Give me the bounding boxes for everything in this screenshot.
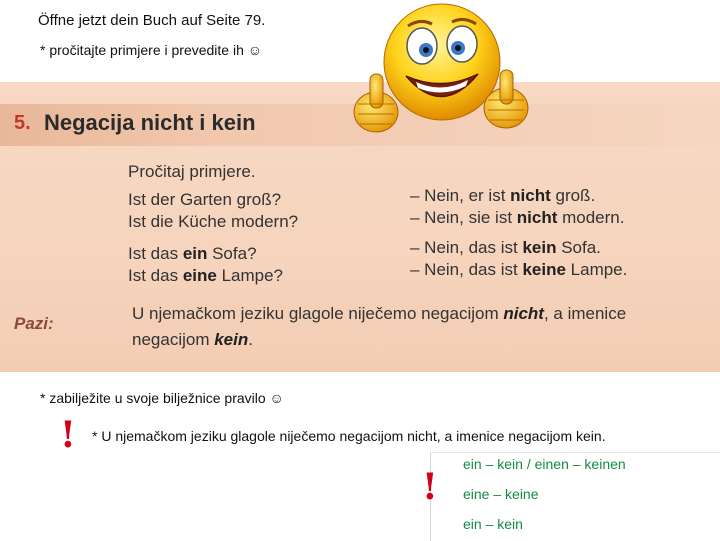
question-line: Ist die Küche modern? (128, 212, 299, 231)
pazi-rule-line1: U njemačkom jeziku glagole niječemo negacijom nicht, a imenice (132, 304, 627, 323)
answer-line: – Nein, sie ist nicht modern. (410, 208, 625, 227)
pazi-label: Pazi: (14, 314, 54, 333)
negation-pair: ein – kein (463, 516, 523, 532)
question-line: Ist der Garten groß? (128, 190, 282, 209)
question-line: Ist das eine Lampe? (128, 266, 284, 285)
instruction-write: * zabilježite u svoje bilježnice pravilo ☺ (40, 390, 284, 406)
answer-line: – Nein, das ist kein Sofa. (410, 238, 601, 257)
answer-line: – Nein, er ist nicht groß. (410, 186, 596, 205)
exercise-subheading: Pročitaj primjere. (128, 162, 256, 181)
answer-line: – Nein, das ist keine Lampe. (410, 260, 628, 279)
negation-pair: ein – kein / einen – keinen (463, 456, 626, 472)
pazi-rule-line2: negacijom kein. (132, 330, 253, 349)
negation-pair: eine – keine (463, 486, 539, 502)
exercise-number: 5. (14, 112, 31, 134)
slide-title: Öffne jetzt dein Buch auf Seite 79. (38, 12, 266, 29)
instruction-read: * pročitajte primjere i prevedite ih ☺ (40, 42, 263, 58)
thumbs-up-smiley-icon (350, 0, 530, 160)
question-line: Ist das ein Sofa? (128, 244, 257, 263)
exercise-heading: Negacija nicht i kein (44, 110, 256, 135)
rule-text: * U njemačkom jeziku glagole niječemo negacijom nicht, a imenice negacijom kein. (92, 428, 606, 444)
exclamation-icon: ! (60, 414, 76, 456)
exclamation-icon: ! (422, 466, 438, 508)
